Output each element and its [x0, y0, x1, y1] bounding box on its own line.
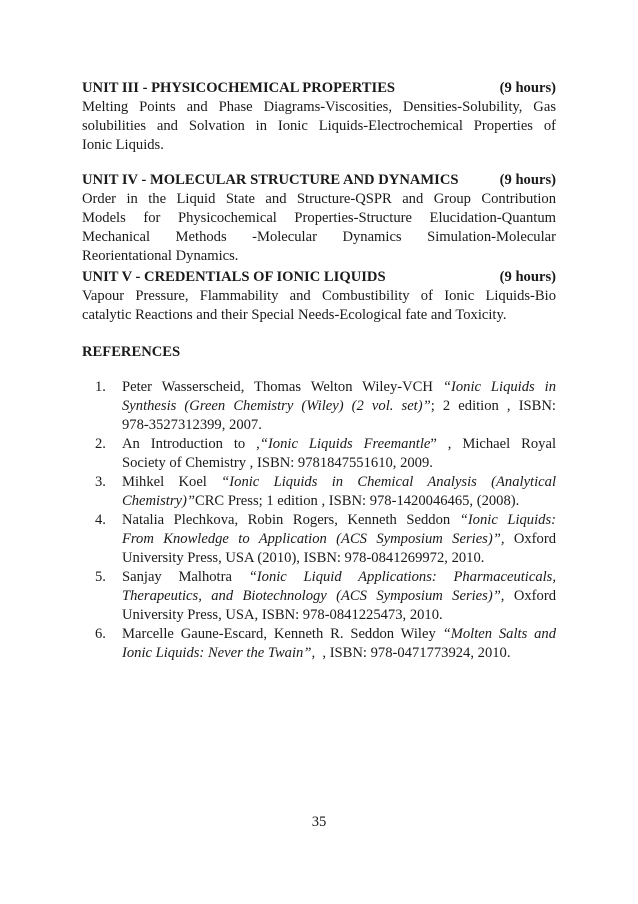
reference-line — [122, 587, 556, 606]
unit-hours: (9 hours) — [499, 80, 556, 96]
unit-text-line: Models for Physicochemical Properties-Structure Elucidation-Quantum — [82, 210, 556, 226]
reference-body — [122, 473, 556, 511]
unit-heading — [82, 171, 556, 190]
reference-line: University Press, USA, ISBN: 978-0841225473, 2010. — [122, 607, 443, 623]
references-heading: REFERENCES — [82, 344, 181, 360]
reference-line: University Press, USA (2010), ISBN: 978-0841269972, 2010. — [122, 550, 485, 566]
page-number: 35 — [311, 814, 327, 830]
reference-number: 4. — [95, 512, 106, 528]
reference-number: 2. — [95, 436, 106, 452]
unit-text-line: Ionic Liquids. — [82, 137, 164, 153]
ref-author: Marcelle Gaune-Escard, Kenneth R. Seddon Wiley — [122, 626, 443, 642]
ref-author: Natalia Plechkova, Robin Rogers, Kenneth Seddon — [122, 512, 460, 528]
ref-author: Peter Wasserscheid, Thomas Welton Wiley-VCH — [122, 379, 443, 395]
unit-text-line: solubilities and Solvation in Ionic Liquids-Electrochemical Properties of — [82, 118, 556, 134]
ref-title: From Knowledge to Application (ACS Symposium Series)”, — [122, 531, 505, 547]
ref-title: Therapeutics, and Biotechnology (ACS Symposium Series)”, — [122, 588, 505, 604]
ref-details: ” , Michael Royal — [430, 436, 557, 452]
unit-heading — [82, 79, 556, 98]
reference-line — [122, 378, 556, 397]
unit-4-section — [82, 171, 556, 266]
ref-title: “Ionic Liquids in — [442, 379, 556, 395]
ref-details: Oxford — [504, 531, 556, 547]
reference-number: 3. — [95, 474, 106, 490]
ref-title: “Ionic Liquid Applications: Pharmaceuticals, — [248, 569, 557, 585]
unit-text-line: Order in the Liquid State and Structure-QSPR and Group Contribution — [82, 191, 556, 207]
unit-heading — [82, 268, 556, 287]
reference-line: Society of Chemistry , ISBN: 9781847551610, 2009. — [122, 455, 433, 471]
ref-title: “Ionic Liquids: — [459, 512, 556, 528]
reference-line — [122, 530, 556, 549]
unit-hours: (9 hours) — [499, 269, 556, 285]
unit-text-line: Reorientational Dynamics. — [82, 248, 239, 264]
reference-line — [122, 568, 556, 587]
ref-details: CRC Press; 1 edition , ISBN: 978-1420046465, (2008). — [194, 493, 520, 509]
reference-line — [122, 644, 556, 663]
unit-text-line: Mechanical Methods -Molecular Dynamics Simulation-Molecular — [82, 229, 556, 245]
reference-number: 6. — [95, 626, 106, 642]
reference-line — [122, 625, 556, 644]
ref-author: Mihkel Koel — [122, 474, 222, 490]
reference-line: 978-3527312399, 2007. — [122, 417, 262, 433]
unit-5-section — [82, 268, 556, 325]
unit-title: UNIT III - PHYSICOCHEMICAL PROPERTIES — [82, 80, 396, 96]
unit-text-line: Melting Points and Phase Diagrams-Viscosities, Densities-Solubility, Gas — [82, 99, 556, 115]
unit-3-section — [82, 79, 556, 155]
reference-line — [122, 397, 556, 416]
unit-text-line: catalytic Reactions and their Special Needs-Ecological fate and Toxicity. — [82, 307, 507, 323]
ref-title: Synthesis (Green Chemistry (Wiley) (2 vol. set)” — [122, 398, 431, 414]
reference-line — [122, 435, 556, 454]
reference-line — [122, 492, 556, 511]
unit-hours: (9 hours) — [499, 172, 556, 188]
reference-body — [122, 435, 556, 473]
reference-body — [122, 378, 556, 435]
ref-title: “Molten Salts and — [442, 626, 556, 642]
ref-author: An Introduction to , — [122, 436, 260, 452]
unit-title: UNIT IV - MOLECULAR STRUCTURE AND DYNAMICS — [82, 172, 459, 188]
ref-title: Chemistry)” — [122, 493, 195, 509]
reference-body — [122, 568, 556, 625]
reference-line — [122, 473, 556, 492]
reference-body — [122, 625, 556, 663]
ref-details: ; 2 edition , ISBN: — [430, 398, 556, 414]
ref-title: “Ionic Liquids in Chemical Analysis (Analytical — [221, 474, 556, 490]
unit-title: UNIT V - CREDENTIALS OF IONIC LIQUIDS — [82, 269, 386, 285]
reference-line — [122, 511, 556, 530]
ref-title: Ionic Liquids: Never the Twain”, — [122, 645, 316, 661]
ref-author: Sanjay Malhotra — [122, 569, 249, 585]
ref-title: “Ionic Liquids Freemantle — [259, 436, 431, 452]
reference-number: 1. — [95, 379, 106, 395]
reference-number: 5. — [95, 569, 106, 585]
ref-details: Oxford — [504, 588, 556, 604]
unit-text-line: Vapour Pressure, Flammability and Combustibility of Ionic Liquids-Bio — [82, 288, 556, 304]
ref-details: , ISBN: 978-0471773924, 2010. — [315, 645, 511, 661]
reference-body — [122, 511, 556, 568]
